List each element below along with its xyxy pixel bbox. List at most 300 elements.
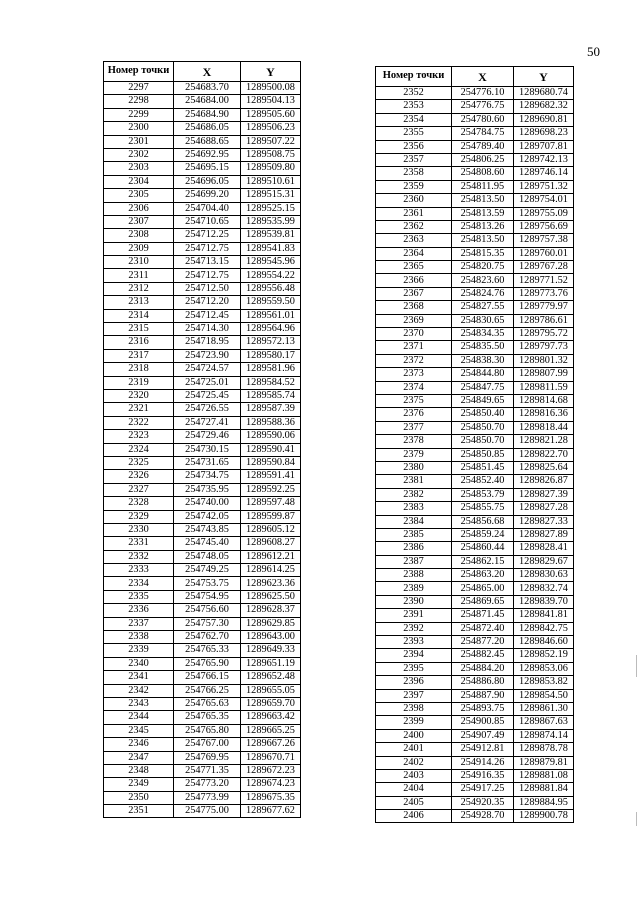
cell-y: 1289629.85 [241, 617, 301, 630]
cell-x: 254916.35 [452, 769, 514, 782]
cell-x: 254863.20 [452, 569, 514, 582]
cell-point-number: 2337 [104, 617, 174, 630]
cell-point-number: 2356 [376, 140, 452, 153]
cell-y: 1289795.72 [514, 328, 574, 341]
cell-point-number: 2385 [376, 528, 452, 541]
cell-x: 254765.33 [174, 644, 241, 657]
table-row [104, 671, 301, 684]
cell-x: 254765.63 [174, 697, 241, 710]
cell-point-number: 2300 [104, 122, 174, 135]
cell-point-number: 2400 [376, 729, 452, 742]
cell-point-number: 2387 [376, 555, 452, 568]
table-row [376, 328, 574, 341]
table-row [104, 403, 301, 416]
table-row [104, 724, 301, 737]
cell-x: 254725.01 [174, 376, 241, 389]
cell-x: 254850.70 [452, 435, 514, 448]
cell-x: 254766.25 [174, 684, 241, 697]
cell-y: 1289811.59 [514, 381, 574, 394]
cell-y: 1289564.96 [241, 323, 301, 336]
cell-y: 1289773.76 [514, 287, 574, 300]
cell-x: 254771.35 [174, 764, 241, 777]
cell-y: 1289525.15 [241, 202, 301, 215]
cell-x: 254718.95 [174, 336, 241, 349]
table-row [376, 194, 574, 207]
cell-point-number: 2321 [104, 403, 174, 416]
cell-y: 1289605.12 [241, 523, 301, 536]
cell-point-number: 2323 [104, 430, 174, 443]
cell-point-number: 2344 [104, 711, 174, 724]
cell-point-number: 2327 [104, 483, 174, 496]
cell-x: 254699.20 [174, 189, 241, 202]
cell-point-number: 2313 [104, 296, 174, 309]
cell-y: 1289842.75 [514, 622, 574, 635]
table-row [376, 636, 574, 649]
cell-point-number: 2392 [376, 622, 452, 635]
table-header-row [376, 67, 574, 87]
cell-point-number: 2364 [376, 247, 452, 260]
cell-point-number: 2326 [104, 470, 174, 483]
cell-point-number: 2405 [376, 796, 452, 809]
table-row [104, 108, 301, 121]
table-row [376, 743, 574, 756]
cell-point-number: 2394 [376, 649, 452, 662]
header-x: X [174, 62, 241, 82]
cell-point-number: 2390 [376, 595, 452, 608]
cell-x: 254731.65 [174, 456, 241, 469]
table-row [104, 470, 301, 483]
cell-point-number: 2375 [376, 394, 452, 407]
cell-point-number: 2386 [376, 542, 452, 555]
cell-y: 1289822.70 [514, 448, 574, 461]
cell-x: 254912.81 [452, 743, 514, 756]
cell-y: 1289854.50 [514, 689, 574, 702]
table-row [376, 729, 574, 742]
cell-point-number: 2376 [376, 408, 452, 421]
table-row [104, 657, 301, 670]
table-row [376, 622, 574, 635]
cell-point-number: 2316 [104, 336, 174, 349]
cell-point-number: 2299 [104, 108, 174, 121]
cell-point-number: 2396 [376, 676, 452, 689]
cell-point-number: 2319 [104, 376, 174, 389]
table-row [104, 416, 301, 429]
cell-point-number: 2348 [104, 764, 174, 777]
cell-y: 1289827.33 [514, 515, 574, 528]
cell-point-number: 2309 [104, 242, 174, 255]
cell-x: 254766.15 [174, 671, 241, 684]
table-row [376, 368, 574, 381]
cell-x: 254743.85 [174, 523, 241, 536]
table-row [104, 242, 301, 255]
cell-y: 1289826.87 [514, 475, 574, 488]
cell-point-number: 2402 [376, 756, 452, 769]
cell-point-number: 2301 [104, 135, 174, 148]
cell-point-number: 2362 [376, 220, 452, 233]
cell-x: 254860.44 [452, 542, 514, 555]
table-row [376, 475, 574, 488]
cell-point-number: 2328 [104, 497, 174, 510]
cell-point-number: 2397 [376, 689, 452, 702]
cell-x: 254725.45 [174, 389, 241, 402]
cell-point-number: 2365 [376, 261, 452, 274]
cell-y: 1289580.17 [241, 349, 301, 362]
table-row [376, 796, 574, 809]
cell-point-number: 2393 [376, 636, 452, 649]
cell-point-number: 2374 [376, 381, 452, 394]
cell-y: 1289628.37 [241, 604, 301, 617]
cell-point-number: 2334 [104, 577, 174, 590]
cell-y: 1289707.81 [514, 140, 574, 153]
table-row [376, 153, 574, 166]
cell-point-number: 2378 [376, 435, 452, 448]
table-row [104, 389, 301, 402]
cell-y: 1289746.14 [514, 167, 574, 180]
cell-point-number: 2358 [376, 167, 452, 180]
table-row [376, 649, 574, 662]
cell-x: 254727.41 [174, 416, 241, 429]
cell-y: 1289779.97 [514, 301, 574, 314]
cell-x: 254754.95 [174, 590, 241, 603]
cell-x: 254900.85 [452, 716, 514, 729]
cell-y: 1289816.36 [514, 408, 574, 421]
table-row [104, 148, 301, 161]
table-row [104, 711, 301, 724]
cell-y: 1289797.73 [514, 341, 574, 354]
cell-y: 1289506.23 [241, 122, 301, 135]
table-row [104, 82, 301, 95]
cell-x: 254753.75 [174, 577, 241, 590]
table-row [376, 515, 574, 528]
table-row [376, 609, 574, 622]
table-row [104, 523, 301, 536]
cell-x: 254820.75 [452, 261, 514, 274]
cell-y: 1289507.22 [241, 135, 301, 148]
cell-x: 254773.20 [174, 778, 241, 791]
cell-x: 254740.00 [174, 497, 241, 510]
table-row [376, 234, 574, 247]
cell-x: 254748.05 [174, 550, 241, 563]
cell-x: 254745.40 [174, 537, 241, 550]
cell-point-number: 2333 [104, 564, 174, 577]
cell-y: 1289742.13 [514, 153, 574, 166]
table-row [376, 287, 574, 300]
table-row [104, 510, 301, 523]
cell-point-number: 2335 [104, 590, 174, 603]
table-row [104, 430, 301, 443]
cell-point-number: 2324 [104, 443, 174, 456]
cell-x: 254684.00 [174, 95, 241, 108]
cell-x: 254811.95 [452, 180, 514, 193]
cell-point-number: 2338 [104, 631, 174, 644]
cell-point-number: 2382 [376, 488, 452, 501]
table-row [376, 689, 574, 702]
cell-x: 254824.76 [452, 287, 514, 300]
cell-x: 254852.40 [452, 475, 514, 488]
cell-x: 254712.20 [174, 296, 241, 309]
cell-y: 1289651.19 [241, 657, 301, 670]
cell-x: 254813.50 [452, 234, 514, 247]
cell-y: 1289649.33 [241, 644, 301, 657]
cell-x: 254724.57 [174, 363, 241, 376]
table-row [104, 256, 301, 269]
table-row [376, 354, 574, 367]
cell-y: 1289652.48 [241, 671, 301, 684]
cell-point-number: 2345 [104, 724, 174, 737]
cell-x: 254928.70 [452, 810, 514, 823]
table-row [104, 550, 301, 563]
cell-point-number: 2354 [376, 113, 452, 126]
cell-y: 1289680.74 [514, 87, 574, 100]
table-row [104, 349, 301, 362]
table-row [376, 702, 574, 715]
cell-y: 1289541.83 [241, 242, 301, 255]
cell-x: 254853.79 [452, 488, 514, 501]
cell-y: 1289771.52 [514, 274, 574, 287]
cell-x: 254776.75 [452, 100, 514, 113]
cell-y: 1289881.84 [514, 783, 574, 796]
cell-point-number: 2357 [376, 153, 452, 166]
cell-x: 254834.35 [452, 328, 514, 341]
cell-x: 254712.25 [174, 229, 241, 242]
cell-x: 254847.75 [452, 381, 514, 394]
cell-y: 1289554.22 [241, 269, 301, 282]
cell-point-number: 2398 [376, 702, 452, 715]
table-row [104, 323, 301, 336]
table-row [104, 336, 301, 349]
cell-y: 1289881.08 [514, 769, 574, 782]
cell-point-number: 2383 [376, 502, 452, 515]
cell-y: 1289900.78 [514, 810, 574, 823]
cell-y: 1289667.26 [241, 738, 301, 751]
table-row [104, 483, 301, 496]
cell-x: 254813.59 [452, 207, 514, 220]
scan-edge-mark [636, 812, 637, 826]
cell-y: 1289581.96 [241, 363, 301, 376]
cell-x: 254862.15 [452, 555, 514, 568]
cell-x: 254712.45 [174, 309, 241, 322]
cell-x: 254830.65 [452, 314, 514, 327]
cell-y: 1289825.64 [514, 461, 574, 474]
cell-point-number: 2315 [104, 323, 174, 336]
table-row [104, 269, 301, 282]
table-row [376, 542, 574, 555]
cell-x: 254765.80 [174, 724, 241, 737]
cell-y: 1289827.28 [514, 502, 574, 515]
cell-y: 1289608.27 [241, 537, 301, 550]
cell-x: 254729.46 [174, 430, 241, 443]
cell-y: 1289510.61 [241, 175, 301, 188]
table-row [376, 394, 574, 407]
cell-y: 1289818.44 [514, 421, 574, 434]
cell-point-number: 2369 [376, 314, 452, 327]
cell-x: 254887.90 [452, 689, 514, 702]
cell-y: 1289830.63 [514, 569, 574, 582]
cell-y: 1289879.81 [514, 756, 574, 769]
header-point-number: Номер точки [376, 67, 452, 87]
table-row [376, 555, 574, 568]
table-row [376, 716, 574, 729]
cell-y: 1289505.60 [241, 108, 301, 121]
table-row [376, 167, 574, 180]
cell-y: 1289682.32 [514, 100, 574, 113]
cell-point-number: 2305 [104, 189, 174, 202]
cell-y: 1289846.60 [514, 636, 574, 649]
table-row [104, 644, 301, 657]
cell-y: 1289623.36 [241, 577, 301, 590]
table-row [104, 282, 301, 295]
cell-x: 254730.15 [174, 443, 241, 456]
cell-point-number: 2307 [104, 215, 174, 228]
cell-y: 1289643.00 [241, 631, 301, 644]
table-row [104, 697, 301, 710]
table-row [104, 604, 301, 617]
cell-point-number: 2341 [104, 671, 174, 684]
cell-x: 254827.55 [452, 301, 514, 314]
table-row [376, 662, 574, 675]
cell-x: 254757.30 [174, 617, 241, 630]
cell-point-number: 2310 [104, 256, 174, 269]
table-row [376, 341, 574, 354]
cell-x: 254849.65 [452, 394, 514, 407]
cell-y: 1289674.23 [241, 778, 301, 791]
table-row [104, 778, 301, 791]
cell-point-number: 2308 [104, 229, 174, 242]
cell-y: 1289597.48 [241, 497, 301, 510]
cell-x: 254742.05 [174, 510, 241, 523]
cell-x: 254806.25 [452, 153, 514, 166]
cell-y: 1289807.99 [514, 368, 574, 381]
cell-x: 254869.65 [452, 595, 514, 608]
cell-x: 254850.70 [452, 421, 514, 434]
cell-point-number: 2370 [376, 328, 452, 341]
cell-point-number: 2311 [104, 269, 174, 282]
cell-point-number: 2359 [376, 180, 452, 193]
cell-point-number: 2363 [376, 234, 452, 247]
cell-point-number: 2342 [104, 684, 174, 697]
cell-y: 1289508.75 [241, 148, 301, 161]
cell-y: 1289760.01 [514, 247, 574, 260]
table-row [104, 162, 301, 175]
cell-x: 254920.35 [452, 796, 514, 809]
table-row [104, 215, 301, 228]
coordinates-table-left [103, 61, 301, 818]
cell-x: 254838.30 [452, 354, 514, 367]
cell-x: 254775.00 [174, 805, 241, 818]
table-row [376, 207, 574, 220]
cell-x: 254749.25 [174, 564, 241, 577]
cell-y: 1289853.06 [514, 662, 574, 675]
cell-point-number: 2297 [104, 82, 174, 95]
cell-y: 1289698.23 [514, 127, 574, 140]
cell-point-number: 2381 [376, 475, 452, 488]
cell-point-number: 2329 [104, 510, 174, 523]
cell-y: 1289535.99 [241, 215, 301, 228]
cell-y: 1289655.05 [241, 684, 301, 697]
table-row [376, 113, 574, 126]
table-row [376, 301, 574, 314]
table-row [376, 100, 574, 113]
cell-x: 254850.40 [452, 408, 514, 421]
cell-y: 1289755.09 [514, 207, 574, 220]
cell-x: 254712.50 [174, 282, 241, 295]
cell-point-number: 2391 [376, 609, 452, 622]
table-row [104, 738, 301, 751]
table-row [376, 783, 574, 796]
table-row [376, 314, 574, 327]
cell-point-number: 2314 [104, 309, 174, 322]
table-row [104, 617, 301, 630]
table-row [376, 582, 574, 595]
table-row [104, 456, 301, 469]
cell-point-number: 2360 [376, 194, 452, 207]
table-row [104, 443, 301, 456]
cell-y: 1289853.82 [514, 676, 574, 689]
cell-y: 1289500.08 [241, 82, 301, 95]
cell-point-number: 2343 [104, 697, 174, 710]
cell-x: 254815.35 [452, 247, 514, 260]
cell-y: 1289884.95 [514, 796, 574, 809]
table-row [104, 631, 301, 644]
cell-x: 254850.85 [452, 448, 514, 461]
cell-x: 254872.40 [452, 622, 514, 635]
cell-point-number: 2352 [376, 87, 452, 100]
cell-y: 1289556.48 [241, 282, 301, 295]
cell-point-number: 2368 [376, 301, 452, 314]
cell-x: 254882.45 [452, 649, 514, 662]
cell-point-number: 2306 [104, 202, 174, 215]
table-row [104, 122, 301, 135]
cell-x: 254756.60 [174, 604, 241, 617]
cell-point-number: 2379 [376, 448, 452, 461]
cell-x: 254823.60 [452, 274, 514, 287]
cell-y: 1289504.13 [241, 95, 301, 108]
cell-y: 1289587.39 [241, 403, 301, 416]
cell-x: 254886.80 [452, 676, 514, 689]
cell-y: 1289861.30 [514, 702, 574, 715]
cell-point-number: 2404 [376, 783, 452, 796]
cell-x: 254776.10 [452, 87, 514, 100]
cell-x: 254683.70 [174, 82, 241, 95]
cell-point-number: 2367 [376, 287, 452, 300]
cell-y: 1289828.41 [514, 542, 574, 555]
cell-x: 254893.75 [452, 702, 514, 715]
table-row [104, 537, 301, 550]
cell-y: 1289827.39 [514, 488, 574, 501]
table-row [104, 805, 301, 818]
cell-x: 254884.20 [452, 662, 514, 675]
table-row [376, 528, 574, 541]
table-row [376, 502, 574, 515]
cell-x: 254859.24 [452, 528, 514, 541]
cell-point-number: 2336 [104, 604, 174, 617]
cell-y: 1289663.42 [241, 711, 301, 724]
cell-x: 254813.50 [452, 194, 514, 207]
cell-point-number: 2330 [104, 523, 174, 536]
table-row [376, 140, 574, 153]
table-row [104, 577, 301, 590]
table-row [376, 461, 574, 474]
cell-y: 1289588.36 [241, 416, 301, 429]
cell-point-number: 2351 [104, 805, 174, 818]
cell-point-number: 2401 [376, 743, 452, 756]
cell-y: 1289584.52 [241, 376, 301, 389]
table-row [376, 381, 574, 394]
table-row [104, 590, 301, 603]
cell-y: 1289539.81 [241, 229, 301, 242]
cell-x: 254726.55 [174, 403, 241, 416]
header-point-number: Номер точки [104, 62, 174, 82]
